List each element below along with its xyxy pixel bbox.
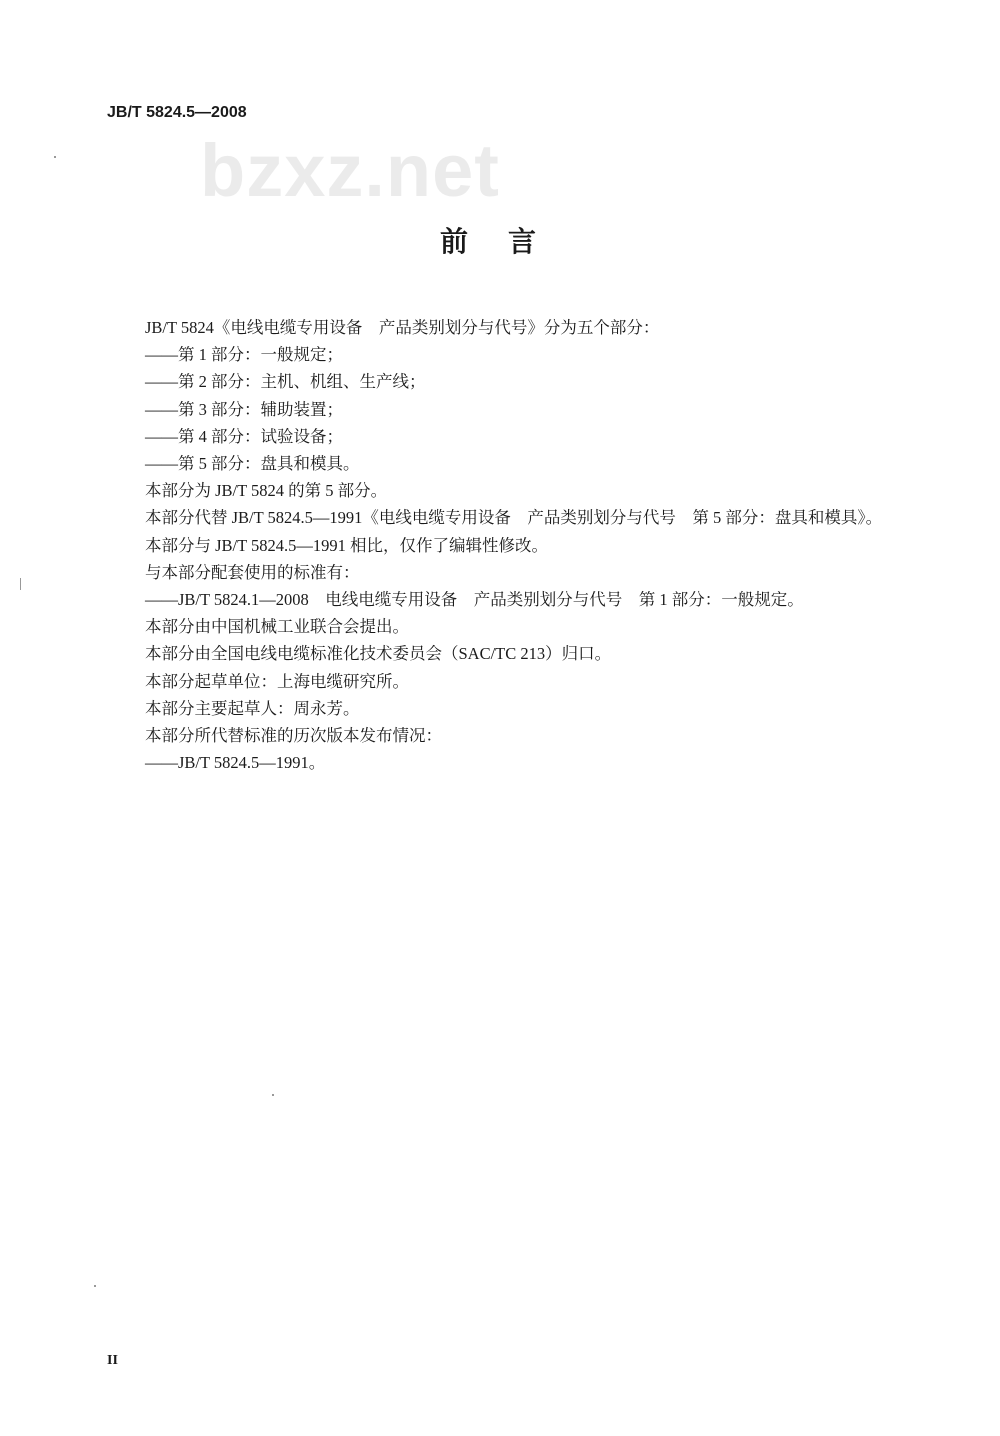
list-item: ——第 4 部分：试验设备； xyxy=(145,426,343,446)
scan-speck xyxy=(54,156,56,158)
list-item: ——第 3 部分：辅助装置； xyxy=(145,399,343,419)
paragraph: 本部分为 JB/T 5824 的第 5 部分。 xyxy=(145,481,388,501)
list-item: ——第 1 部分：一般规定； xyxy=(145,345,343,365)
paragraph: 本部分主要起草人：周永芳。 xyxy=(145,698,360,718)
list-item: ——JB/T 5824.5—1991。 xyxy=(145,753,326,773)
paragraph: 本部分与 JB/T 5824.5—1991 相比，仅作了编辑性修改。 xyxy=(145,535,549,555)
page-number: II xyxy=(107,1353,118,1368)
list-item: ——第 2 部分：主机、机组、生产线； xyxy=(145,372,426,392)
scan-speck xyxy=(272,1094,274,1096)
paragraph: 本部分由中国机械工业联合会提出。 xyxy=(145,617,409,637)
document-number-header: JB/T 5824.5—2008 xyxy=(107,104,247,121)
scan-speck xyxy=(94,1285,96,1287)
list-item: ——JB/T 5824.1—2008 电线电缆专用设备 产品类别划分与代号 第 1 部分：一般规定。 xyxy=(145,590,804,610)
paragraph: 与本部分配套使用的标准有： xyxy=(145,562,360,582)
page-title: 前言 xyxy=(439,225,576,258)
paragraph: 本部分由全国电线电缆标准化技术委员会（SAC/TC 213）归口。 xyxy=(145,644,612,664)
paragraph: 本部分起草单位：上海电缆研究所。 xyxy=(145,671,409,691)
paragraph: 本部分所代替标准的历次版本发布情况： xyxy=(145,726,442,746)
list-item: ——第 5 部分：盘具和模具。 xyxy=(145,454,360,474)
paragraph: JB/T 5824《电线电缆专用设备 产品类别划分与代号》分为五个部分： xyxy=(145,318,660,337)
scan-mark xyxy=(20,578,21,590)
foreword-body xyxy=(107,314,917,776)
watermark: bzxz.net xyxy=(200,129,500,212)
paragraph: 本部分代替 JB/T 5824.5—1991《电线电缆专用设备 产品类别划分与代号 第 5 部分：盘具和模具》。 xyxy=(145,508,883,528)
